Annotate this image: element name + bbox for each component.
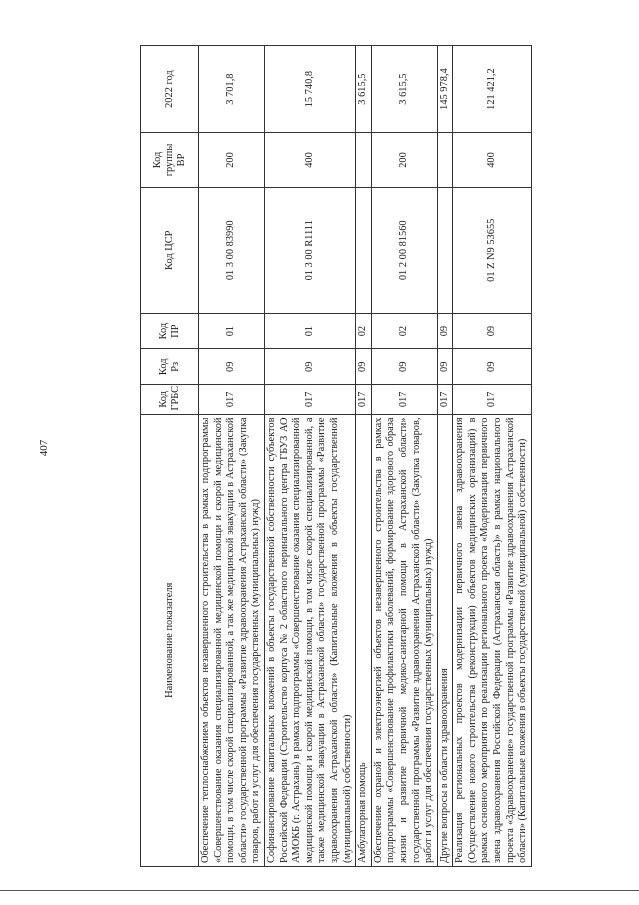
table-row	[264, 46, 355, 867]
row-rz: 09	[437, 349, 453, 385]
header-vr: Код группы ВР	[141, 133, 199, 188]
row-name: Реализация региональных проектов модернизации первичного звена здравоохранения (Осуществление нового строительства (реконструкции) объектов медицинских организаций) в рамках основного мероприятия по реализации регионального проекта «Модернизация первичного звена здравоохранения Российской Федерации (Астраханская область)» в рамках национального проекта «Здравоохранение» государственной программы «Развитие здравоохранения Астраханской области» (Капитальные вложения в объекты государственной (муниципальной) собственности)	[453, 414, 532, 866]
row-amount: 3 701,8	[199, 46, 265, 133]
header-pr: Код ПР	[141, 313, 199, 349]
row-vr: 400	[453, 133, 532, 188]
row-name: Обеспечение охраной и электроэнергией объектов незавершенного строительства в рамках подпрограммы «Совершенствование профилактики заболеваний, формирование здорового образа жизни и развитие первичной медико-санитарной помощи в Астраханской области» государственной программы «Развитие здравоохранения Астраханской области» (Закупка товаров, работ и услуг для обеспечения государственных (муниципальных) нужд)	[371, 414, 437, 866]
row-pr: 01	[199, 313, 265, 349]
page-bottom-rule	[0, 890, 639, 891]
table-row	[356, 46, 372, 867]
page-number: 407	[38, 439, 50, 457]
row-grbs: 017	[453, 385, 532, 414]
row-grbs: 017	[199, 385, 265, 414]
table-row	[371, 46, 437, 867]
header-csr: Код ЦСР	[141, 187, 199, 313]
table-row	[453, 46, 532, 867]
row-rz: 09	[453, 349, 532, 385]
row-vr: 200	[371, 133, 437, 188]
row-amount: 145 978,4	[437, 46, 453, 133]
row-amount: 121 421,2	[453, 46, 532, 133]
row-grbs: 017	[356, 385, 372, 414]
row-grbs: 017	[264, 385, 355, 414]
row-pr: 02	[371, 313, 437, 349]
row-amount: 3 615,5	[356, 46, 372, 133]
row-pr: 09	[453, 313, 532, 349]
row-pr: 02	[356, 313, 372, 349]
row-rz: 09	[371, 349, 437, 385]
row-csr: 01 Z N9 53655	[453, 187, 532, 313]
row-name: Амбулаторная помощь	[356, 414, 372, 866]
row-vr	[356, 133, 372, 188]
row-grbs: 017	[371, 385, 437, 414]
row-rz: 09	[264, 349, 355, 385]
table-header-row	[141, 46, 199, 867]
row-rz: 09	[199, 349, 265, 385]
row-vr	[437, 133, 453, 188]
row-name: Другие вопросы в области здравоохранения	[437, 414, 453, 866]
table-row	[437, 46, 453, 867]
row-vr: 400	[264, 133, 355, 188]
row-csr	[356, 187, 372, 313]
rotated-table-container	[140, 45, 529, 867]
row-name: Обеспечение теплоснабжением объектов незавершенного строительства в рамках подпрограммы «Совершенствование оказания специализированной медицинской помощи и скорой медицинской помощи, в том числе скорой специализированной, а так же медицинской эвакуации в Астраханской области» государственной программы «Развитие здравоохранения Астраханской области» (Закупка товаров, работ и услуг для обеспечения государственных (муниципальных) нужд)	[199, 414, 265, 866]
row-pr: 01	[264, 313, 355, 349]
row-csr: 01 2 00 81560	[371, 187, 437, 313]
budget-table	[140, 45, 532, 867]
row-vr: 200	[199, 133, 265, 188]
header-grbs: Код ГРБС	[141, 385, 199, 414]
row-amount: 15 740,8	[264, 46, 355, 133]
row-csr	[437, 187, 453, 313]
row-amount: 3 615,5	[371, 46, 437, 133]
table-row	[199, 46, 265, 867]
row-name: Софинансирование капитальных вложений в объекты государственной собственности субъектов Российской Федерации (Строительство корпуса № 2 областного перинатального центра ГБУЗ АО АМОКБ (г. Астрахань) в рамках подпрограммы «Совершенствование оказания специализированной медицинской помощи и скорой медицинской помощи, в том числе скорой специализированной, а также медицинской эвакуации в Астраханской области» государственной программы «Развитие здравоохранения Астраханской области» (Капитальные вложения в объекты государственной (муниципальной) собственности)	[264, 414, 355, 866]
row-pr: 09	[437, 313, 453, 349]
row-csr: 01 3 00 83990	[199, 187, 265, 313]
row-csr: 01 3 00 R1111	[264, 187, 355, 313]
header-year: 2022 год	[141, 46, 199, 133]
header-name: Наименование показателя	[141, 414, 199, 866]
row-rz: 09	[356, 349, 372, 385]
header-rz: Код Рз	[141, 349, 199, 385]
row-grbs: 017	[437, 385, 453, 414]
